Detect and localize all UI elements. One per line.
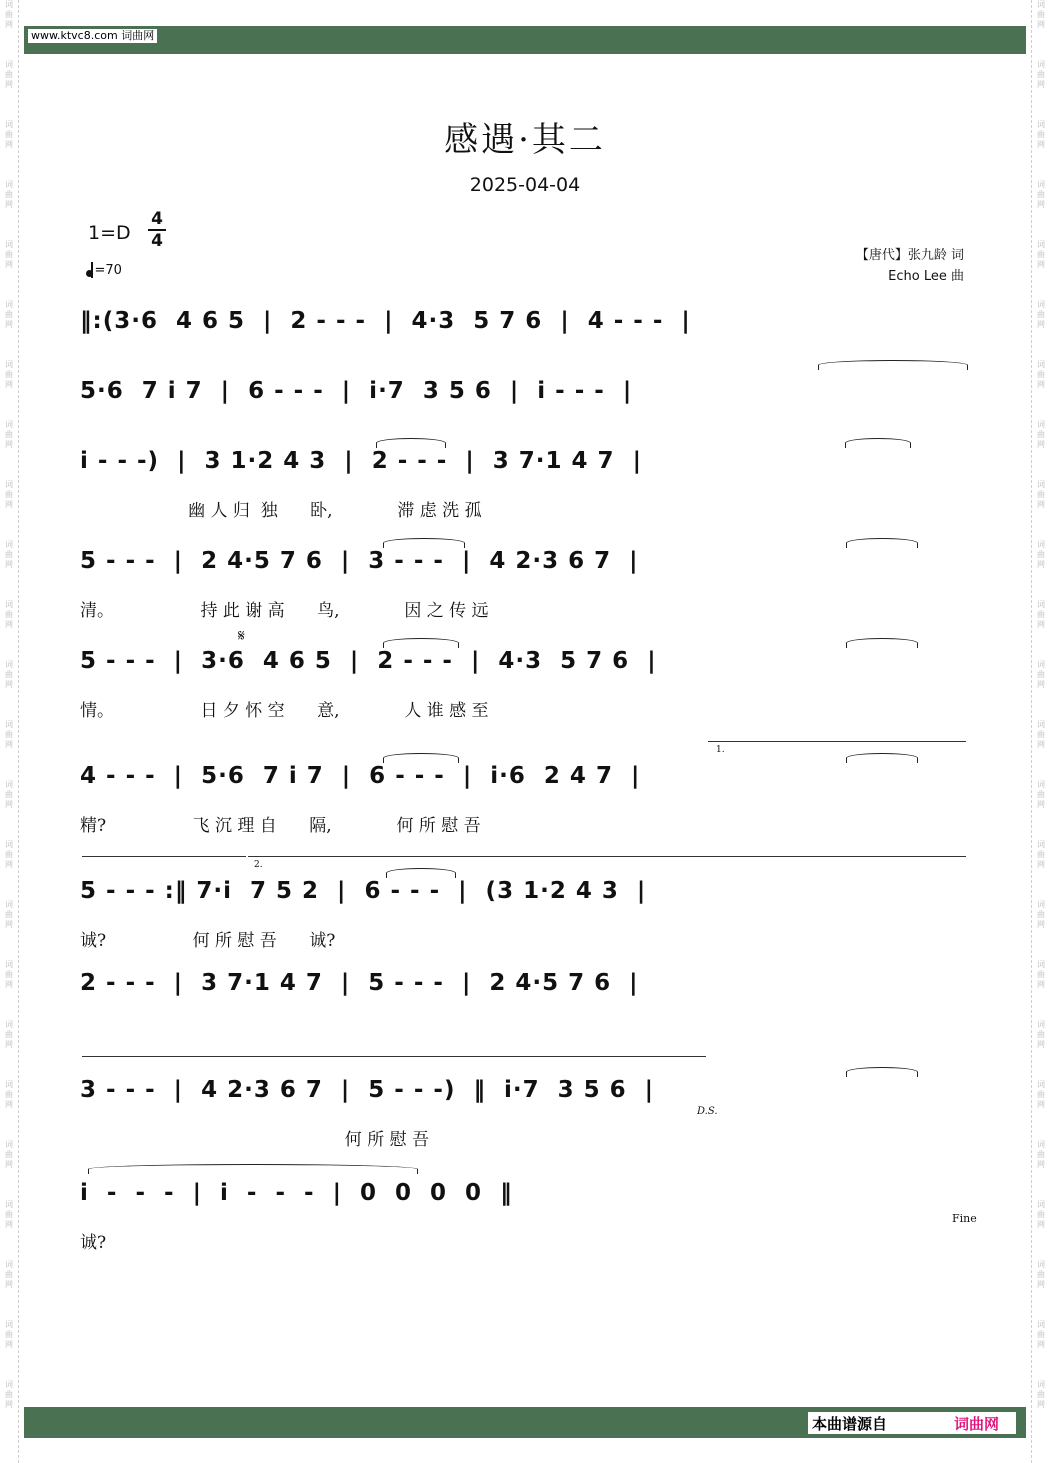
watermark-text: 词 曲 网 [1037,600,1045,629]
notes-row-4: 5 - - - | 2 4·5 7 6 | 3 - - - | 4 2·3 6 7 | [80,548,639,574]
score-row-1 [80,308,970,348]
watermark-text: 词 曲 网 [1037,1020,1045,1049]
watermark-text: 词 曲 网 [5,120,13,149]
volta-1-line [708,741,966,742]
volta-1-label: 1. [716,745,725,755]
score-row-9 [80,1077,970,1150]
tempo-value: =70 [94,263,122,278]
notes-row-1: ‖:(3·6 4 6 5 | 2 - - - | 4·3 5 7 6 | 4 - - - | [80,308,691,334]
watermark-text: 词 曲 网 [5,960,13,989]
watermark-text: 词 曲 网 [1037,1080,1045,1109]
watermark-text: 词 曲 网 [1037,780,1045,809]
tie-slur [383,638,459,648]
tie-slur [846,753,918,763]
watermark-text: 词 曲 网 [5,480,13,509]
watermark-text: 词 曲 网 [1037,720,1045,749]
lyrics-row-7: 诚? 何 所 慰 吾 诚? [80,931,336,951]
watermark-text: 词 曲 网 [1037,840,1045,869]
tie-slur [386,868,456,878]
watermark-text: 词 曲 网 [1037,360,1045,389]
watermark-text: 词 曲 网 [5,900,13,929]
song-title: 感遇·其二 [444,120,606,160]
tie-slur [383,753,459,763]
site-url[interactable]: www.ktvc8.com 词曲网 [28,29,157,43]
watermark-text: 词 曲 网 [5,600,13,629]
repeat-span-line [82,1056,706,1057]
notes-row-6: 4 - - - | 5·6 7 i 7 | 6 - - - | i·6 2 4 7 | [80,763,641,789]
watermark-text: 词 曲 网 [5,300,13,329]
watermark-text: 词 曲 网 [5,840,13,869]
watermark-text: 词 曲 网 [1037,660,1045,689]
segno-icon: 𝄋 [238,626,245,645]
watermark-text: 词 曲 网 [1037,1140,1045,1169]
watermark-text: 词 曲 网 [1037,60,1045,89]
volta-2-label: 2. [254,860,263,870]
lyrics-row-6: 精? 飞 沉 理 自 隔, 何 所 慰 吾 [80,816,481,836]
score-row-2 [80,378,970,418]
watermark-text: 词 曲 网 [1037,900,1045,929]
lyricist-credit: 【唐代】张九龄 词 [855,248,964,263]
lyrics-row-4: 清。 持 此 谢 高 鸟, 因 之 传 远 [80,601,489,621]
composer-credit: Echo Lee 曲 [888,269,964,284]
song-date: 2025-04-04 [469,174,581,196]
watermark-text: 词 曲 网 [1037,960,1045,989]
watermark-text: 词 曲 网 [1037,0,1045,29]
watermark-text: 词 曲 网 [5,1020,13,1049]
watermark-text: 词 曲 网 [1037,1380,1045,1409]
tie-slur [818,360,968,370]
tie-slur [846,638,918,648]
watermark-text: 词 曲 网 [1037,1260,1045,1289]
watermark-text: 词 曲 网 [1037,120,1045,149]
time-signature-bottom: 4 [151,231,163,251]
volta-2-line [248,856,966,857]
watermark-text: 词 曲 网 [1037,180,1045,209]
watermark-text: 词 曲 网 [1037,540,1045,569]
watermark-text: 词 曲 网 [1037,1320,1045,1349]
notes-row-7: 5 - - - :‖ 7·i 7 5 2 | 6 - - - | (3 1·2 4 3 | [80,878,647,904]
bottom-banner [24,1407,1026,1438]
lyrics-row-10: 诚? [80,1233,107,1253]
source-box[interactable] [808,1412,1016,1434]
watermark-text: 词 曲 网 [5,60,13,89]
score-row-3 [80,448,970,521]
notes-row-3: i - - -) | 3 1·2 4 3 | 2 - - - | 3 7·1 4 7 | [80,448,642,474]
watermark-text: 词 曲 网 [5,1320,13,1349]
watermark-text: 词 曲 网 [1037,300,1045,329]
ds-marking: D.S. [697,1106,718,1117]
tie-slur [845,438,911,448]
lyrics-row-5: 情。 日 夕 怀 空 意, 人 谁 感 至 [80,701,489,721]
fine-marking: Fine [952,1212,977,1225]
score-row-5 [80,648,970,721]
watermark-text: 词 曲 网 [5,1080,13,1109]
time-signature-top: 4 [151,209,163,229]
notes-row-2: 5·6 7 i 7 | 6 - - - | i·7 3 5 6 | i - - - | [80,378,633,404]
watermark-text: 词 曲 网 [5,660,13,689]
tie-slur [376,438,446,448]
watermark-text: 词 曲 网 [5,540,13,569]
tie-slur [846,1067,918,1077]
watermark-text: 词 曲 网 [5,1140,13,1169]
score-row-4 [80,548,970,621]
source-site[interactable]: 词曲网 [954,1414,1000,1433]
tie-slur [846,538,918,548]
watermark-text: 词 曲 网 [1037,240,1045,269]
watermark-text: 词 曲 网 [5,1380,13,1409]
tie-slur [88,1164,418,1174]
notes-row-10: i - - - | i - - - | 0 0 0 0 ‖ [80,1180,513,1206]
notes-row-9: 3 - - - | 4 2·3 6 7 | 5 - - -) ‖ i·7 3 5 6 | [80,1077,655,1103]
source-label: 本曲谱源自 [812,1414,888,1433]
volta-1-line-cont [82,856,246,857]
watermark-text: 词 曲 网 [1037,480,1045,509]
key-signature: 1=D [88,222,131,244]
watermark-text: 词 曲 网 [1037,420,1045,449]
score-row-6 [80,763,970,836]
watermark-text: 词 曲 网 [5,420,13,449]
watermark-text: 词 曲 网 [5,720,13,749]
lyrics-row-3: 幽 人 归 独 卧, 滞 虑 洗 孤 [80,501,482,521]
watermark-text: 词 曲 网 [1037,1200,1045,1229]
watermark-text: 词 曲 网 [5,1200,13,1229]
lyrics-row-9: 何 所 慰 吾 [80,1130,429,1150]
watermark-text: 词 曲 网 [5,0,13,29]
watermark-text: 词 曲 网 [5,240,13,269]
watermark-text: 词 曲 网 [5,780,13,809]
notes-row-5: 5 - - - | 3·6 4 6 5 | 2 - - - | 4·3 5 7 6 | [80,648,657,674]
notes-row-8: 2 - - - | 3 7·1 4 7 | 5 - - - | 2 4·5 7 6 | [80,970,639,996]
tie-slur [383,538,465,548]
watermark-text: 词 曲 网 [5,360,13,389]
score-row-7 [80,878,970,951]
watermark-text: 词 曲 网 [5,180,13,209]
score-row-8 [80,970,970,1010]
watermark-text: 词 曲 网 [5,1260,13,1289]
